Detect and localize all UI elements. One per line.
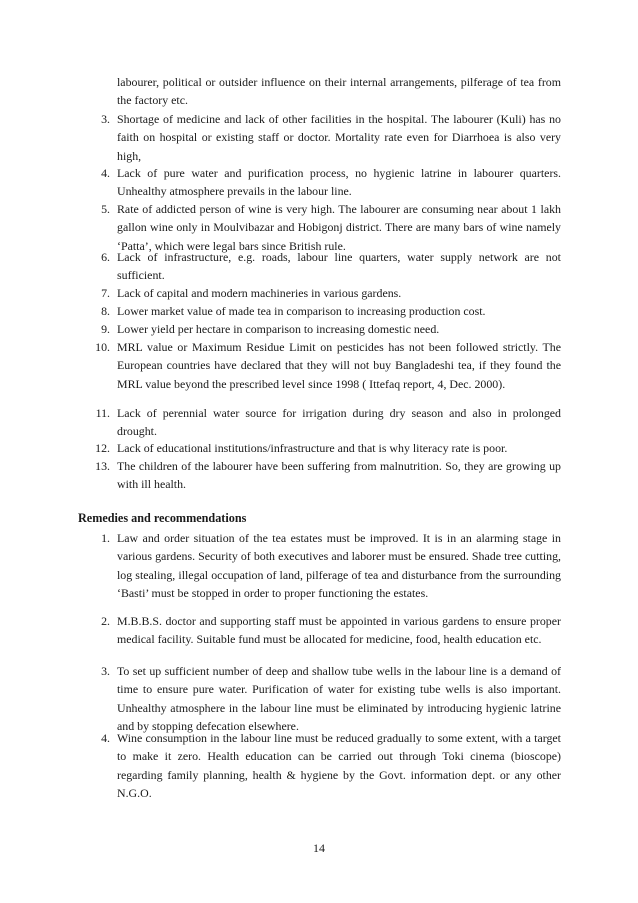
section-heading: Remedies and recommendations — [78, 511, 247, 525]
list-item: Lower yield per hectare in comparison to increasing domestic need. — [117, 322, 440, 336]
list-item-number: 8. — [101, 304, 110, 318]
list-item-number: 1. — [101, 531, 110, 545]
list-item-number: 10. — [95, 340, 110, 354]
list-item: To set up sufficient number of deep and shallow tube wells in the labour line is a demand of time to ensure pure water. Purification of water for existing tube wells is also important. Unhealthy atmosphere in the labour line must be eliminated by introducing hygienic latrine and by stopping defecation elsewhere. — [117, 664, 561, 733]
list-item: Law and order situation of the tea estates must be improved. It is in an alarming stage in various gardens. Security of both executives and laborer must be ensured. Shade tree cutting, log stealing, illegal occupation of land, pilferage of tea and disturbance from the surrounding ‘Basti’ must be stopped in order to proper functioning the estates. — [117, 531, 561, 600]
list-item: Lack of capital and modern machineries in various gardens. — [117, 286, 402, 300]
list-item-number: 3. — [101, 112, 110, 126]
list-item-number: 13. — [95, 459, 110, 473]
list-item-number: 11. — [95, 406, 110, 420]
list-item: Wine consumption in the labour line must be reduced gradually to some extent, with a target to make it zero. Health education can be carried out through Toki cinema (bioscope) regarding family planning, health & hygiene by the Govt. information dept. or any other N.G.O. — [117, 731, 561, 800]
list-item-number: 4. — [101, 166, 110, 180]
list-item: Lack of infrastructure, e.g. roads, labour line quarters, water supply network are not sufficient. — [117, 250, 561, 283]
list-item: Rate of addicted person of wine is very high. The labourer are consuming near about 1 lakh gallon wine only in Moulvibazar and Hobigonj district. There are many bars of wine namely ‘Patta’, which were legal bars since British rule. — [117, 202, 561, 253]
list-item-number: 9. — [101, 322, 110, 336]
page-number: 14 — [313, 841, 325, 855]
list-item: Lack of perennial water source for irrigation during dry season and also in prolonged drought. — [117, 406, 561, 439]
list-item: The children of the labourer have been suffering from malnutrition. So, they are growing up with ill health. — [117, 459, 561, 492]
list-item-number: 5. — [101, 202, 110, 216]
list-item-number: 6. — [101, 250, 110, 264]
list-item: Lack of educational institutions/infrastructure and that is why literacy rate is poor. — [117, 441, 508, 455]
list-item-number: 12. — [95, 441, 110, 455]
list-item-number: 2. — [101, 614, 110, 628]
list-item: MRL value or Maximum Residue Limit on pesticides has not been followed strictly. The European countries have declared that they will not buy Bangladeshi tea, if they found the MRL value beyond the prescribed level since 1998 ( Ittefaq report, 4, Dec. 2000). — [117, 340, 561, 391]
list-item-number: 4. — [101, 731, 110, 745]
list-item: Lower market value of made tea in comparison to increasing production cost. — [117, 304, 486, 318]
list-item: Lack of pure water and purification process, no hygienic latrine in labourer quarters. Unhealthy atmosphere prevails in the labour line. — [117, 166, 561, 199]
continuation-text: labourer, political or outsider influence on their internal arrangements, pilferage of tea from the factory etc. — [117, 75, 561, 108]
list-item: Shortage of medicine and lack of other facilities in the hospital. The labourer (Kuli) has no faith on hospital or existing staff or doctor. Mortality rate even for Diarrhoea is also very high, — [117, 112, 561, 163]
list-item: M.B.B.S. doctor and supporting staff must be appointed in various gardens to ensure proper medical facility. Suitable fund must be allocated for medicine, food, health education etc. — [117, 614, 561, 647]
list-item-number: 3. — [101, 664, 110, 678]
list-item-number: 7. — [101, 286, 110, 300]
